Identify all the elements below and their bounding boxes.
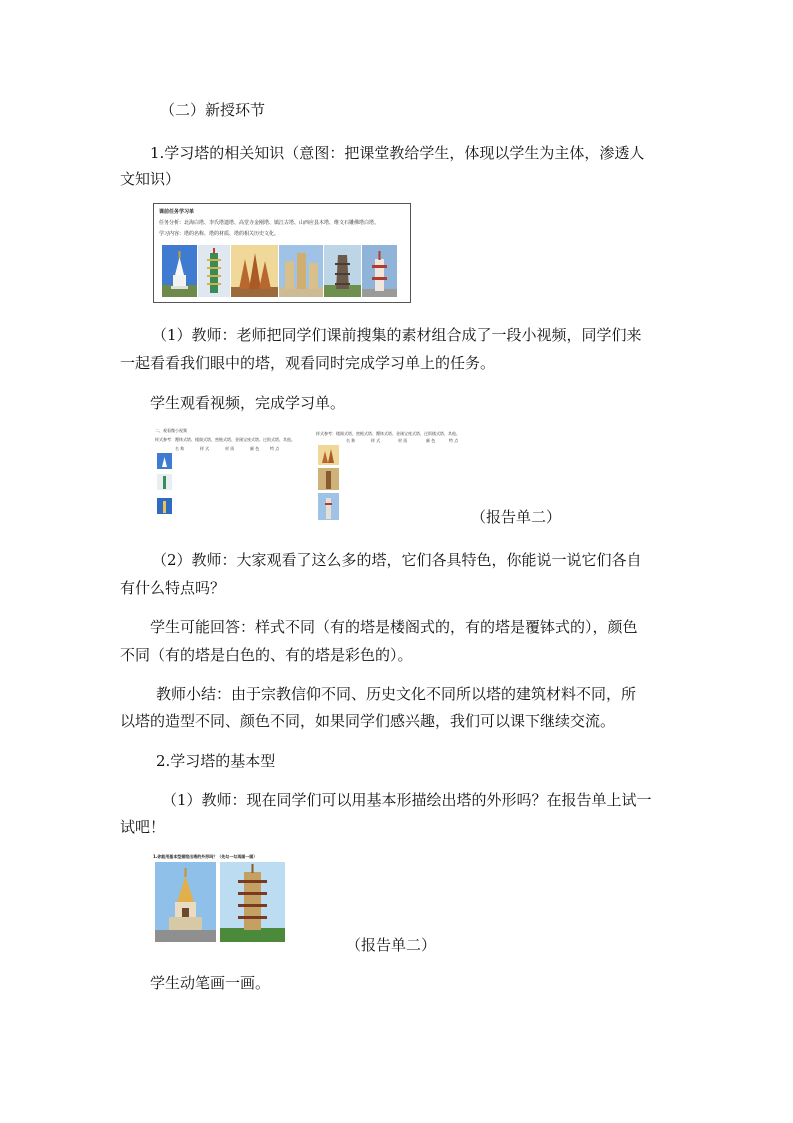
sheet-right-thumb-2 bbox=[318, 468, 339, 490]
sheet-left-row: 样式参考：覆钵式塔、楼阁式塔、密檐式塔、金刚宝座式塔、过街式塔、其他。 bbox=[155, 437, 295, 442]
teacher2-line2: 有什么特点吗？ bbox=[120, 579, 226, 597]
section-heading: （二）新授环节 bbox=[160, 101, 266, 119]
sheet-left-header-material: 材 质 bbox=[225, 446, 235, 451]
sheet-right-row: 样式参考：楼阁式塔、密檐式塔、覆钵式塔、金刚宝座式塔、过街楼式塔、其他。 bbox=[316, 431, 460, 436]
colorful-pagoda-image bbox=[198, 245, 230, 297]
red-white-tower-image bbox=[362, 245, 397, 297]
fig3-caption: 1.你能用基本型描绘出塔的外形吗？（先勾一勾再画一画） bbox=[153, 854, 258, 859]
pagoda-photo bbox=[220, 862, 285, 942]
sheet-left-title: 二、观看微小视频 bbox=[155, 428, 187, 433]
part2-title: 2.学习塔的基本型 bbox=[156, 752, 276, 770]
teacher3-line1: （1）教师：现在同学们可以用基本形描绘出塔的外形吗？在报告单上试一 bbox=[162, 791, 652, 809]
sheet-left-thumb-1 bbox=[157, 453, 172, 469]
stone-pagoda-image bbox=[324, 245, 361, 297]
temple-towers-image bbox=[279, 245, 323, 297]
sheet-right-header-color: 颜 色 bbox=[426, 438, 436, 443]
sheet-right-thumb-1 bbox=[318, 445, 339, 465]
sheet-left-header-feature: 特 点 bbox=[270, 446, 280, 451]
student2-line2: 不同（有的塔是白色的、有的塔是彩色的）。 bbox=[120, 646, 413, 664]
part1-title-line2: 文知识） bbox=[120, 170, 181, 188]
sheet-right-header-style: 样 式 bbox=[371, 438, 381, 443]
sheet-right-header-name: 名 称 bbox=[346, 438, 356, 443]
teacher1-line2: 一起看看我们眼中的塔，观看同时完成学习单上的任务。 bbox=[120, 354, 496, 372]
sheet-left-header-color: 颜 色 bbox=[250, 446, 260, 451]
student3-text: 学生动笔画一画。 bbox=[150, 974, 271, 992]
part1-title-line1: 1.学习塔的相关知识（意图：把课堂教给学生，体现以学生为主体，渗透人 bbox=[150, 144, 645, 162]
teacher2-line1: （2）教师：大家观看了这么多的塔，它们各具特色，你能说一说它们各自 bbox=[152, 551, 642, 569]
summary-line1: 教师小结：由于宗教信仰不同、历史文化不同所以塔的建筑材料不同，所 bbox=[156, 685, 637, 703]
sheet-left-thumb-2 bbox=[157, 474, 172, 490]
sheet-right-thumb-3 bbox=[318, 493, 339, 520]
sheet-left-header-style: 样 式 bbox=[200, 446, 210, 451]
report-label-1: （报告单二） bbox=[471, 508, 562, 526]
sheet-left-thumb-3 bbox=[157, 498, 172, 514]
sheet-right-header-feature: 特 点 bbox=[449, 438, 459, 443]
student2-line1: 学生可能回答：样式不同（有的塔是楼阁式的，有的塔是覆钵式的），颜色 bbox=[150, 618, 638, 636]
student1-text: 学生观看视频，完成学习单。 bbox=[150, 394, 346, 412]
task-card-title: 课前任务学习单 bbox=[159, 209, 195, 215]
summary-line2: 以塔的造型不同、颜色不同，如果同学们感兴趣，我们可以课下继续交流。 bbox=[120, 712, 616, 730]
white-stupa-image bbox=[162, 245, 197, 297]
report-label-2: （报告单二） bbox=[346, 936, 437, 954]
sheet-left-header-name: 名 称 bbox=[175, 446, 185, 451]
task-card-study: 学习内容：塔的名称、塔的材质、塔的相关历史文化。 bbox=[159, 231, 280, 237]
teacher1-line1: （1）教师：老师把同学们课前搜集的素材组合成了一段小视频，同学们来 bbox=[152, 326, 642, 344]
stupa-photo bbox=[155, 862, 216, 942]
task-card-tasks: 任务分析：北海白塔、李氏塔遗塔、高堂寺金刚塔、镇江古塔、山西应县木塔、维文石雕佛塔白塔。 bbox=[159, 220, 380, 226]
study-sheet-right bbox=[316, 428, 476, 523]
brick-pagodas-image bbox=[231, 245, 278, 297]
task-card-figure bbox=[153, 203, 411, 303]
teacher3-line2: 试吧！ bbox=[120, 818, 166, 836]
sheet-right-header-material: 材 质 bbox=[398, 438, 408, 443]
study-sheet-left bbox=[155, 428, 295, 523]
